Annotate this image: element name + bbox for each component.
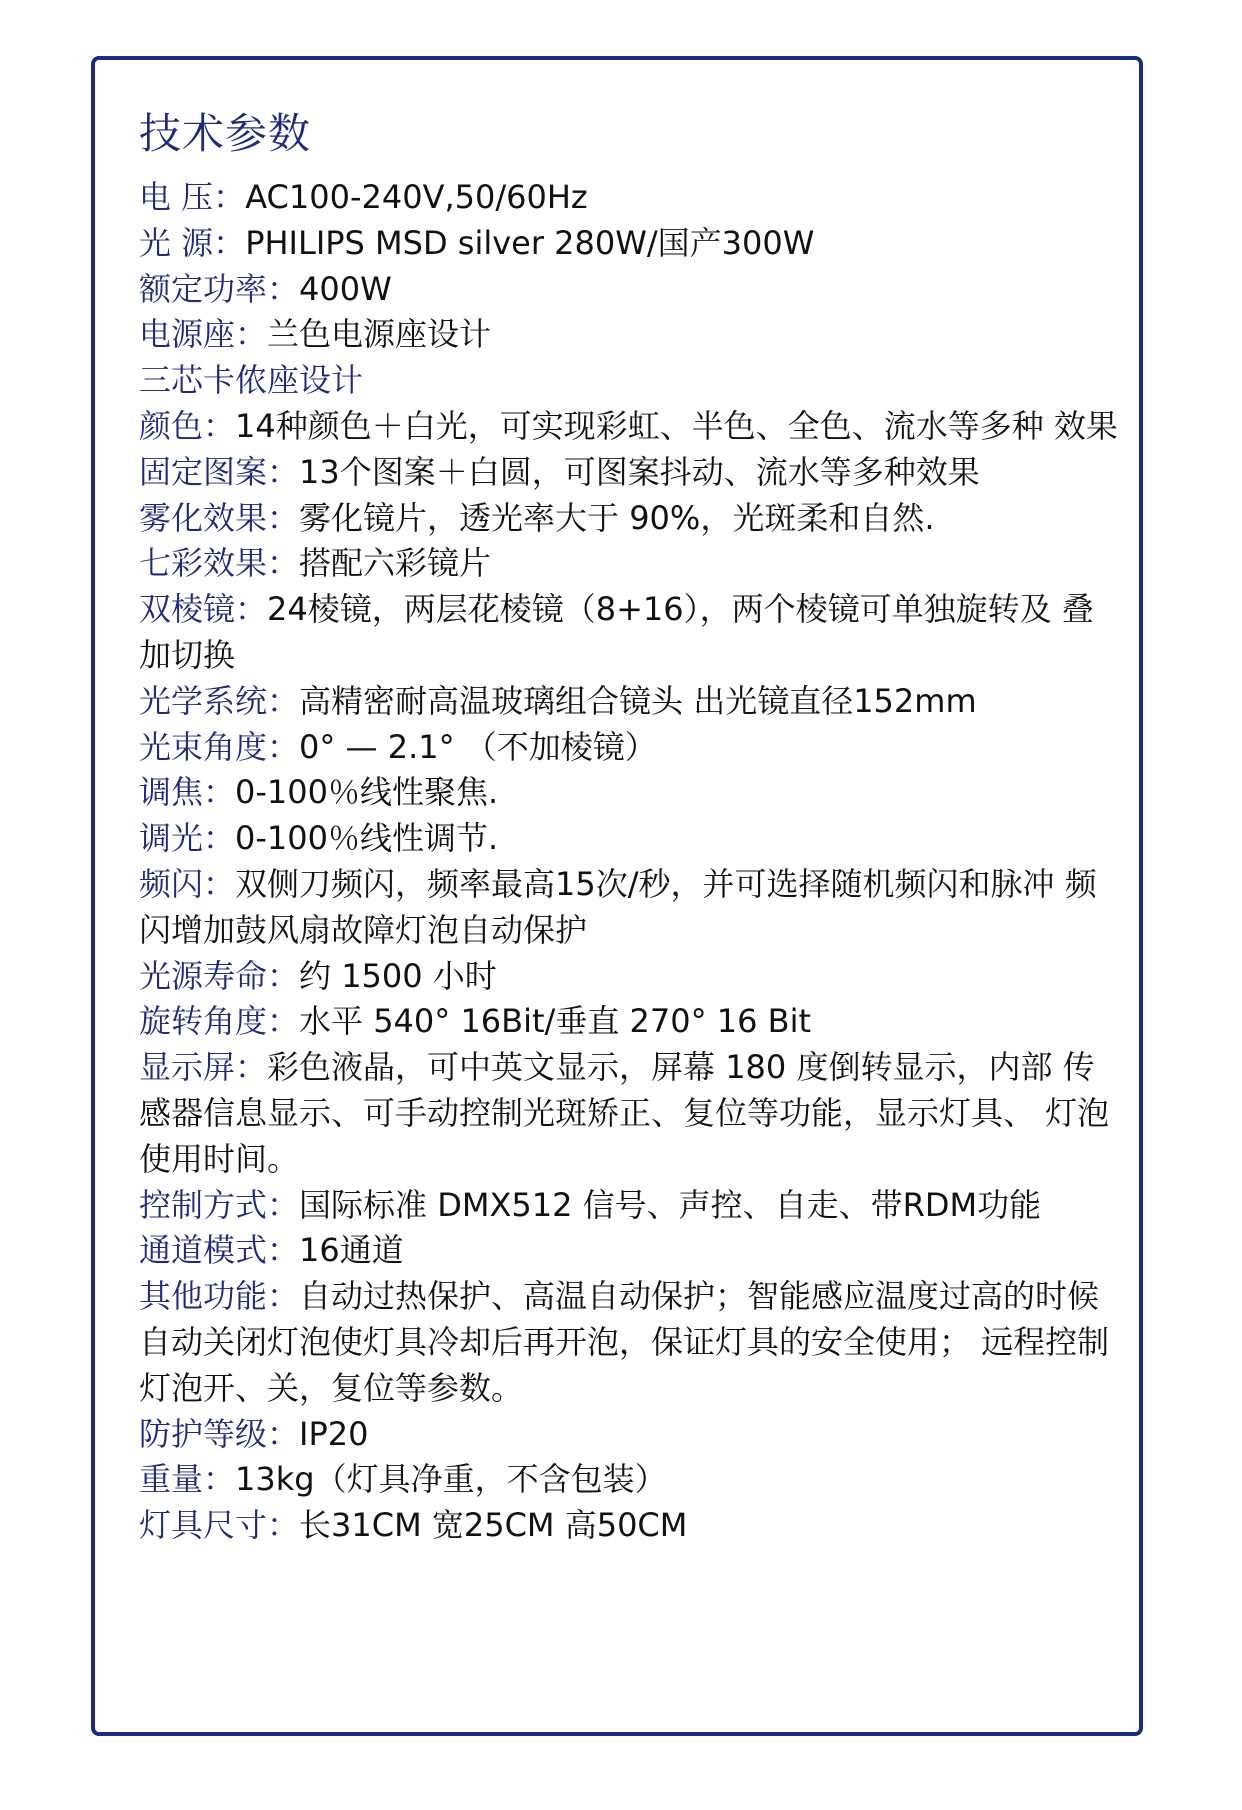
spec-label: 电 压： xyxy=(139,178,246,216)
spec-label: 频闪： xyxy=(139,864,236,903)
spec-row xyxy=(139,816,1119,862)
spec-label: 显示屏： xyxy=(139,1048,268,1087)
spec-row xyxy=(139,496,1119,542)
spec-row xyxy=(139,404,1119,450)
spec-value: 长31CM 宽25CM 高50CM xyxy=(299,1506,688,1545)
spec-row xyxy=(139,267,1119,313)
spec-row xyxy=(139,1274,1119,1411)
spec-row xyxy=(139,770,1119,816)
spec-row xyxy=(139,221,1119,267)
spec-label: 三芯卡侬座设计 xyxy=(139,361,364,400)
spec-value: PHILIPS MSD silver 280W/国产300W xyxy=(245,223,815,262)
spec-label: 颜色： xyxy=(139,406,236,445)
spec-value: 0-100％线性调节. xyxy=(235,819,499,858)
spec-value: AC100-240V,50/60Hz xyxy=(245,178,588,216)
spec-label: 调焦： xyxy=(139,773,236,812)
spec-row xyxy=(139,999,1119,1045)
spec-label: 光学系统： xyxy=(139,681,300,720)
spec-label: 防护等级： xyxy=(139,1414,300,1453)
spec-label: 光源寿命： xyxy=(139,956,300,995)
spec-label: 光 源： xyxy=(139,223,246,262)
spec-row xyxy=(139,312,1119,358)
spec-list xyxy=(139,175,1119,1549)
spec-row xyxy=(139,587,1119,679)
spec-value: 高精密耐高温玻璃组合镜头 出光镜直径152mm xyxy=(299,681,977,720)
spec-row xyxy=(139,1228,1119,1274)
spec-value: 搭配六彩镜片 xyxy=(299,544,492,583)
spec-row xyxy=(139,1183,1119,1229)
spec-row xyxy=(139,541,1119,587)
spec-row xyxy=(139,679,1119,725)
spec-value: 0° — 2.1° （不加棱镜） xyxy=(299,727,657,766)
spec-label: 灯具尺寸： xyxy=(139,1506,300,1545)
spec-value: 雾化镜片，透光率大于 90%，光斑柔和自然. xyxy=(299,498,935,537)
spec-value: 彩色液晶，可中英文显示，屏幕 180 度倒转显示，内部 传感器信息显示、可手动控制光斑矫正、复位等功能，显示灯具、 灯泡使用时间。 xyxy=(139,1048,1110,1178)
spec-label: 重量： xyxy=(139,1460,236,1499)
spec-value: IP20 xyxy=(299,1414,369,1453)
spec-value: 24棱镜，两层花棱镜（8+16），两个棱镜可单独旋转及 叠加切换 xyxy=(139,590,1094,674)
spec-label: 电源座： xyxy=(139,315,268,354)
spec-row xyxy=(139,725,1119,771)
spec-value: 13kg（灯具净重，不含包装） xyxy=(235,1460,667,1499)
spec-row xyxy=(139,1457,1119,1503)
spec-value: 13个图案＋白圆，可图案抖动、流水等多种效果 xyxy=(299,452,980,491)
spec-row xyxy=(139,450,1119,496)
spec-label: 额定功率： xyxy=(139,269,300,308)
spec-value: 约 1500 小时 xyxy=(299,956,497,995)
spec-label: 其他功能： xyxy=(139,1277,300,1316)
spec-value: 水平 540° 16Bit/垂直 270° 16 Bit xyxy=(299,1002,812,1041)
spec-label: 控制方式： xyxy=(139,1185,300,1224)
spec-row xyxy=(139,358,1119,404)
spec-value: 0-100％线性聚焦. xyxy=(235,773,499,812)
spec-label: 双棱镜： xyxy=(139,590,268,629)
spec-label: 光束角度： xyxy=(139,727,300,766)
spec-label: 旋转角度： xyxy=(139,1002,300,1041)
page-title: 技术参数 xyxy=(139,109,312,158)
spec-row xyxy=(139,175,1119,221)
spec-label: 雾化效果： xyxy=(139,498,300,537)
spec-value: 国际标准 DMX512 信号、声控、自走、带RDM功能 xyxy=(299,1185,1042,1224)
spec-value: 兰色电源座设计 xyxy=(267,315,492,354)
spec-row xyxy=(139,862,1119,954)
spec-row xyxy=(139,954,1119,1000)
spec-label: 七彩效果： xyxy=(139,544,300,583)
spec-row xyxy=(139,1045,1119,1182)
spec-row xyxy=(139,1503,1119,1549)
spec-row xyxy=(139,1412,1119,1458)
spec-label: 固定图案： xyxy=(139,452,300,491)
spec-value: 双侧刀频闪，频率最高15次/秒，并可选择随机频闪和脉冲 频闪增加鼓风扇故障灯泡自动保护 xyxy=(139,864,1097,949)
spec-value: 14种颜色＋白光，可实现彩虹、半色、全色、流水等多种 效果 xyxy=(235,406,1118,445)
spec-value: 400W xyxy=(299,269,392,308)
spec-value: 16通道 xyxy=(299,1231,404,1270)
spec-value: 自动过热保护、高温自动保护；智能感应温度过高的时候自动关闭灯泡使灯具冷却后再开泡，保证灯具的安全使用； 远程控制灯泡开、关，复位等参数。 xyxy=(139,1277,1110,1407)
spec-label: 通道模式： xyxy=(139,1231,300,1270)
spec-label: 调光： xyxy=(139,819,236,858)
